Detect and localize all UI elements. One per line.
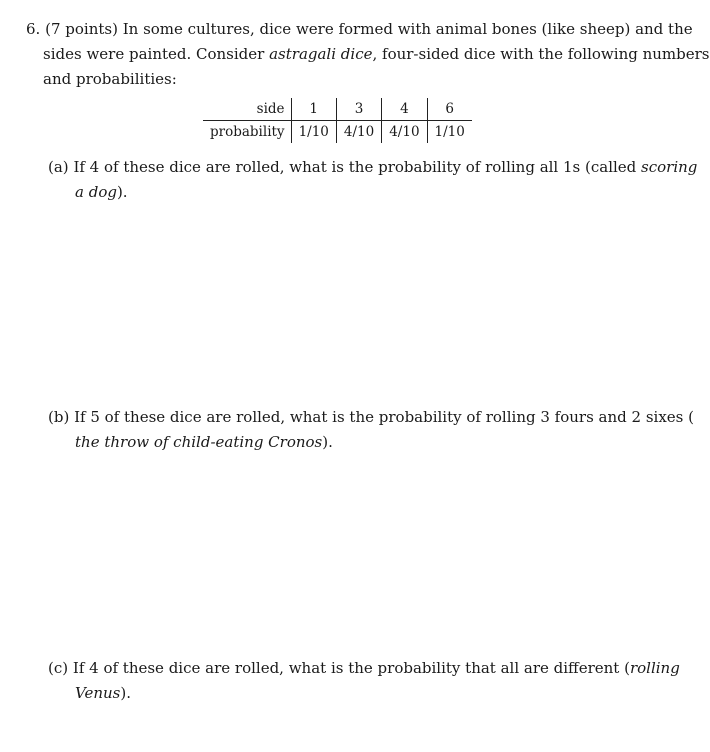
side-header: side	[203, 98, 291, 121]
side-value: 6	[427, 98, 472, 121]
part-b-line-2	[48, 430, 648, 455]
side-value: 1	[291, 98, 336, 121]
intro-text-2b: , four-sided dice with the following numbers	[372, 45, 710, 63]
part-a-question	[48, 155, 698, 205]
intro-line-2	[26, 42, 710, 67]
intro-text-2a: sides were painted. Consider	[43, 45, 270, 63]
problem-points: (7 points)	[45, 20, 118, 38]
probability-header: probability	[203, 121, 291, 144]
cronos-throw-term: the throw of child-eating Cronos	[75, 433, 323, 451]
scoring-a-dog-term: a dog	[75, 183, 117, 201]
part-b-text: If 5 of these dice are rolled, what is the probability of rolling 3 fours and 2 sixes (	[74, 408, 694, 426]
intro-text-3: and probabilities:	[43, 70, 177, 88]
part-b-label: (b)	[48, 408, 70, 426]
part-c-tail: ).	[120, 684, 131, 702]
dice-probability-table	[203, 98, 472, 143]
intro-text-1: In some cultures, dice were formed with animal bones (like sheep) and the	[122, 20, 693, 38]
venus-term: Venus	[75, 684, 121, 702]
intro-line-1	[26, 17, 693, 42]
probability-value: 4/10	[382, 121, 427, 144]
part-b-line-1	[48, 405, 694, 430]
part-a-em-1: scoring	[641, 158, 698, 176]
part-c-label: (c)	[48, 659, 69, 677]
probability-value: 1/10	[291, 121, 336, 144]
part-c-em-1: rolling	[629, 659, 680, 677]
part-c-question	[48, 656, 680, 706]
intro-line-3	[26, 67, 638, 92]
part-b-question	[48, 405, 694, 455]
part-a-line-2	[48, 180, 648, 205]
part-c-text: If 4 of these dice are rolled, what is the probability that all are different (	[72, 659, 630, 677]
probability-value: 1/10	[434, 124, 465, 140]
part-c-line-1	[48, 656, 680, 681]
table-row-side	[203, 98, 472, 121]
part-b-tail: ).	[322, 433, 333, 451]
part-c-line-2	[48, 681, 648, 706]
side-value: 3	[336, 98, 381, 121]
part-a-text: If 4 of these dice are rolled, what is the probability of rolling all 1s (called	[73, 158, 642, 176]
table-row-probability	[203, 121, 472, 144]
problem-number: 6.	[26, 20, 41, 38]
side-value: 4	[382, 98, 427, 121]
part-a-label: (a)	[48, 158, 69, 176]
problem-6-intro	[26, 17, 710, 92]
part-a-tail: ).	[116, 183, 128, 201]
part-a-line-1	[48, 155, 698, 180]
astragali-dice-term: astragali dice	[269, 45, 373, 63]
probability-value: 4/10	[336, 121, 381, 144]
